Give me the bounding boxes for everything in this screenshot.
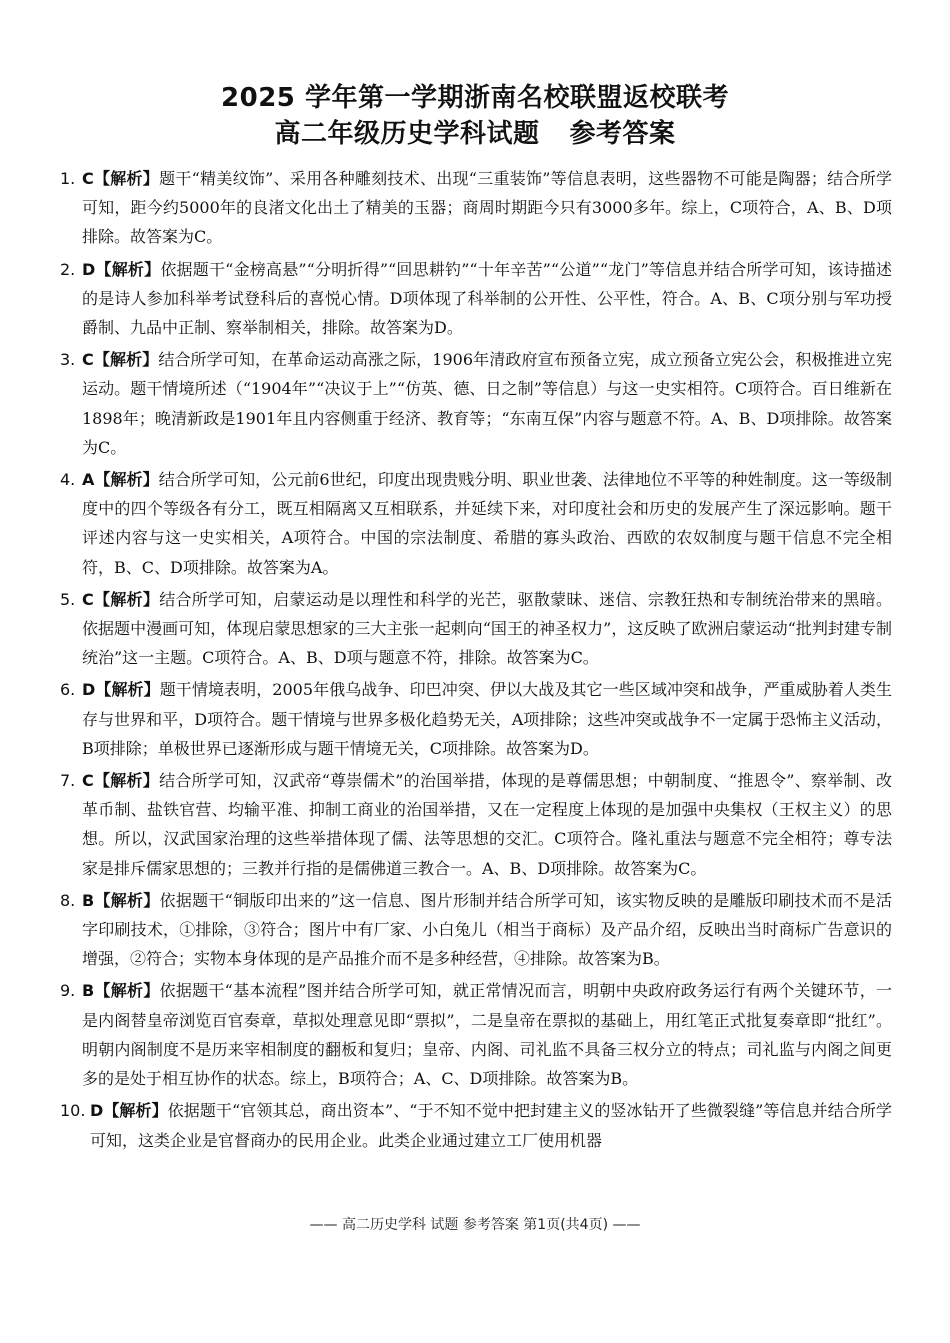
- exam-subtitle: [0, 116, 950, 152]
- answer-item: [60, 255, 892, 343]
- analysis-text: 依据题干“铜版印出来的”这一信息、图片形制并结合所学可知，该实物反映的是雕版印刷技术而不是活字印刷技术，①排除，③符合；图片中有厂家、小白兔儿（相当于商标）及产品介绍，反映出当时商标广告意识的增强，②符合；实物本身体现的是产品推介而不是多种经营，④排除。故答案为B。: [82, 890, 892, 969]
- analysis-tag: 【解析】: [94, 890, 160, 910]
- analysis-tag: 【解析】: [103, 1101, 168, 1121]
- page-footer: —— 高二历史学科 试题 参考答案 第1页(共4页) ——: [309, 1217, 641, 1233]
- item-number: 1.: [60, 169, 76, 188]
- answer-item: [60, 164, 892, 252]
- analysis-tag: 【解析】: [93, 350, 159, 370]
- analysis-text: 依据题干“官领其总，商出资本”、“于不知不觉中把封建主义的竖冰钻开了些微裂缝”等信息并结合所学可知，这类企业是官督商办的民用企业。此类企业通过建立工厂使用机器: [90, 1101, 892, 1150]
- item-number: 10.: [60, 1101, 86, 1121]
- answer-letter: C: [82, 169, 94, 188]
- answer-letter: C: [82, 771, 94, 791]
- answer-letter: A: [82, 470, 95, 490]
- answer-item: [60, 886, 892, 974]
- analysis-tag: 【解析】: [93, 589, 160, 609]
- answer-item: [60, 345, 892, 462]
- analysis-text: 题干“精美纹饰”、采用各种雕刻技术、出现“三重装饰”等信息表明，这些器物不可能是陶器；结合所学可知，距今约5000年的良渚文化出土了精美的玉器；商周时期距今只有3000多年。综上，C项符合，A、B、D项排除。故答案为C。: [82, 169, 892, 247]
- answer-letter: C: [82, 589, 94, 609]
- analysis-tag: 【解析】: [94, 470, 159, 490]
- answer-letter: D: [82, 259, 96, 279]
- item-number: 6.: [60, 680, 76, 700]
- analysis-text: 结合所学可知，启蒙运动是以理性和科学的光芒，驱散蒙昧、迷信、宗教狂热和专制统治带来的黑暗。依据题中漫画可知，体现启蒙思想家的三大主张一起刺向“国王的神圣权力”，这反映了欧洲启蒙运动“批判封建专制统治”这一主题。C项符合。A、B、D项与题意不符，排除。故答案为C。: [82, 589, 892, 668]
- item-number: 9.: [60, 981, 76, 1001]
- analysis-tag: 【解析】: [95, 259, 161, 279]
- answer-item: [60, 976, 892, 1093]
- answer-list: [60, 164, 892, 1158]
- answer-letter: B: [82, 890, 95, 910]
- analysis-tag: 【解析】: [93, 169, 160, 188]
- answer-item: [60, 675, 892, 763]
- item-number: 3.: [60, 350, 76, 370]
- analysis-tag: 【解析】: [94, 981, 160, 1001]
- answer-item: [60, 465, 892, 582]
- answer-item: [60, 766, 892, 883]
- analysis-text: 结合所学可知，汉武帝“尊崇儒术”的治国举措，体现的是尊儒思想；中朝制度、“推恩令”、察举制、改革币制、盐铁官营、均输平准、抑制工商业的治国举措，又在一定程度上体现的是加强中央集权（王权主义）的思想。所以，汉武国家治理的这些举措体现了儒、法等思想的交汇。C项符合。隆礼重法与题意不完全相符；尊专法家是排斥儒家思想的；三教并行指的是儒佛道三教合一。A、B、D项排除。故答案为C。: [82, 771, 892, 878]
- item-number: 8.: [60, 890, 76, 910]
- analysis-text: 结合所学可知，公元前6世纪，印度出现贵贱分明、职业世袭、法律地位不平等的种姓制度。这一等级制度中的四个等级各有分工，既互相隔离又互相联系，并延续下来，对印度社会和历史的发展产生了深远影响。题干评述内容与这一史实相关，A项符合。中国的宗法制度、希腊的寡头政治、西欧的农奴制度与题干信息不完全相符，B、C、D项排除。故答案为A。: [82, 470, 892, 577]
- item-number: 5.: [60, 589, 76, 609]
- answer-letter: C: [82, 350, 94, 370]
- item-number: 2.: [60, 259, 76, 279]
- analysis-text: 结合所学可知，在革命运动高涨之际，1906年清政府宣布预备立宪，成立预备立宪公会，积极推进立宪运动。题干情境所述（“1904年”“决议于上”“仿英、德、日之制”等信息）与这一史实相符。C项符合。百日维新在1898年；晚清新政是1901年且内容侧重于经济、教育等；“东南互保”内容与题意不符。A、B、D项排除。故答案为C。: [82, 350, 892, 457]
- answer-key-label: 参考答案: [569, 119, 676, 149]
- analysis-tag: 【解析】: [95, 680, 160, 700]
- answer-item: [60, 1096, 892, 1154]
- analysis-tag: 【解析】: [93, 771, 160, 791]
- answer-letter: B: [82, 981, 95, 1001]
- exam-title: 2025 学年第一学期浙南名校联盟返校联考: [221, 83, 729, 113]
- item-number: 4.: [60, 470, 76, 490]
- item-number: 7.: [60, 771, 76, 791]
- answer-letter: D: [90, 1101, 104, 1121]
- subject-title: 高二年级历史学科试题: [274, 119, 540, 149]
- analysis-text: 依据题干“基本流程”图并结合所学可知，就正常情况而言，明朝中央政府政务运行有两个关键环节，一是内阁替皇帝浏览百官奏章，草拟处理意见即“票拟”，二是皇帝在票拟的基础上，用红笔正式批复奏章即“批红”。明朝内阁制度不是历来宰相制度的翻板和复归；皇帝、内阁、司礼监不具备三权分立的特点；司礼监与内阁之间更多的是处于相互协作的状态。综上，B项符合；A、C、D项排除。故答案为B。: [82, 981, 892, 1089]
- answer-item: [60, 585, 892, 673]
- answer-letter: D: [82, 680, 96, 700]
- analysis-text: 依据题干“金榜高悬”“分明折得”“回思耕钓”“十年辛苦”“公道”“龙门”等信息并结合所学可知，该诗描述的是诗人参加科举考试登科后的喜悦心情。D项体现了科举制的公开性、公平性，符合。A、B、C项分别与军功授爵制、九品中正制、察举制相关，排除。故答案为D。: [82, 259, 892, 338]
- analysis-text: 题干情境表明，2005年俄乌战争、印巴冲突、伊以大战及其它一些区域冲突和战争，严重威胁着人类生存与世界和平，D项符合。题干情境与世界多极化趋势无关，A项排除；这些冲突或战争不一定属于恐怖主义活动，B项排除；单极世界已逐渐形成与题干情境无关，C项排除。故答案为D。: [82, 680, 892, 758]
